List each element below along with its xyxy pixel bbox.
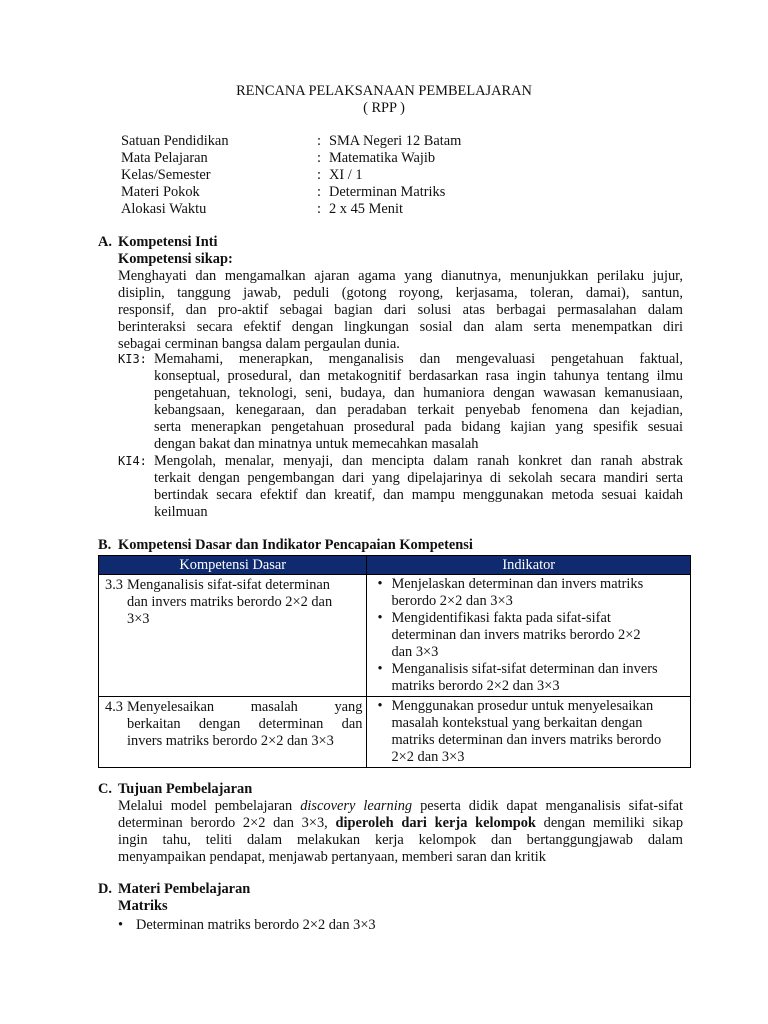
sikap-line: berinteraksi secara efektif dengan lingkungan sosial dan alam serta menempatkan diri	[118, 319, 683, 335]
tujuan-line-4: menyampaikan pendapat, menjawab pertanyaan, memberi saran dan kritik	[118, 849, 546, 865]
indikator-item	[377, 661, 686, 695]
identity-colon: :	[317, 133, 321, 149]
section-b-letter: B.	[98, 537, 112, 553]
kompetensi-table	[98, 555, 691, 768]
materi-item: Determinan matriks berordo 2×2 dan 3×3	[136, 917, 376, 933]
tujuan-line-1	[118, 798, 683, 815]
indikator-line: berordo 2×2 dan 3×3	[391, 593, 513, 609]
bullet-icon: •	[377, 661, 383, 677]
tujuan-emphasis: discovery learning	[300, 798, 413, 814]
kompetensi-sikap-text	[118, 268, 683, 353]
identity-label: Satuan Pendidikan	[121, 133, 229, 149]
indikator-line: dan 3×3	[391, 644, 439, 660]
section-d-letter: D.	[98, 881, 112, 897]
identity-value: Determinan Matriks	[329, 184, 446, 200]
ki3-line: kebangsaan, kenegaraan, dan peradaban terkait penyebab fenomena dan kejadian,	[154, 402, 683, 418]
kd-number: 3.3	[105, 577, 123, 593]
kd-text	[105, 699, 362, 750]
indikator-line: matriks determinan dan invers matriks berordo	[391, 732, 662, 748]
kd-content	[99, 697, 366, 752]
kd-line: dan invers matriks berordo 2×2 dan	[127, 594, 333, 610]
title-line-1: RENCANA PELAKSANAAN PEMBELAJARAN	[236, 83, 532, 99]
tujuan-strong: diperoleh dari kerja kelompok	[335, 815, 536, 831]
title-line-2: ( RPP )	[363, 100, 405, 116]
tujuan-line-2	[118, 815, 683, 832]
tujuan-line-1-b: peserta didik dapat menganalisis sifat-sifat	[412, 798, 683, 814]
identity-label: Materi Pokok	[121, 184, 200, 200]
section-c-title: Tujuan Pembelajaran	[118, 781, 253, 797]
section-d-title: Materi Pembelajaran	[118, 881, 251, 897]
table-row	[99, 697, 691, 768]
identity-value: 2 x 45 Menit	[329, 201, 403, 217]
tujuan-line-2-a: determinan berordo 2×2 dan 3×3,	[118, 815, 336, 831]
indikator-cell	[367, 575, 691, 697]
ki4-code: KI4:	[118, 454, 147, 468]
table-row	[99, 575, 691, 697]
section-a-title: Kompetensi Inti	[118, 234, 218, 250]
materi-subheading: Matriks	[118, 898, 168, 914]
ki3-text	[154, 351, 683, 453]
kd-cell	[99, 697, 367, 768]
ki4-text	[154, 453, 683, 521]
section-c-heading	[98, 781, 252, 798]
document-title	[0, 83, 768, 117]
kd-line: invers matriks berordo 2×2 dan 3×3	[127, 733, 334, 749]
header-indikator: Indikator	[367, 556, 691, 575]
indikator-line: matriks berordo 2×2 dan 3×3	[391, 678, 560, 694]
tujuan-line-3: ingin tahu, teliti dalam melakukan kerja kelompok dan bertanggungjawab dalam	[118, 832, 683, 848]
section-b-heading	[98, 537, 473, 554]
sikap-line: responsif, dan pro-aktif sebagai bagian dari solusi atas berbagai permasalahan dalam	[118, 302, 683, 318]
kd-line: Menyelesaikan masalah yang	[127, 699, 363, 715]
ki4-line: bertindak secara efektif dan kreatif, dan mampu menggunakan metoda sesuai kaidah	[154, 487, 683, 503]
identity-value: XI / 1	[329, 167, 363, 183]
tujuan-line-1-a: Melalui model pembelajaran	[118, 798, 301, 814]
bullet-icon: •	[377, 698, 383, 714]
indikator-list	[367, 697, 690, 767]
indikator-line: Menggunakan prosedur untuk menyelesaikan	[391, 698, 654, 714]
ki3-line: Memahami, menerapkan, menganalisis dan mengevaluasi pengetahuan faktual,	[154, 351, 683, 367]
ki3-code: KI3:	[118, 352, 147, 366]
sikap-line: disiplin, tanggung jawab, peduli (gotong royong, kerjasama, toleran, damai), santun,	[118, 285, 683, 301]
indikator-item	[377, 698, 686, 766]
tujuan-line-2-b: dengan memiliki sikap	[535, 815, 684, 831]
tujuan-text	[118, 798, 683, 866]
ki4-line: Mengolah, menalar, menyaji, dan mencipta dalam ranah konkret dan ranah abstrak	[154, 453, 683, 469]
ki4-line: keilmuan	[154, 504, 208, 520]
identity-label: Mata Pelajaran	[121, 150, 208, 166]
indikator-line: determinan dan invers matriks berordo 2×2	[391, 627, 641, 643]
ki3-line: pengetahuan, teknologi, seni, budaya, dan humaniora dengan wawasan kemanusiaan,	[154, 385, 683, 401]
identity-colon: :	[317, 167, 321, 183]
section-c-letter: C.	[98, 781, 112, 797]
section-b-title: Kompetensi Dasar dan Indikator Pencapaian Kompetensi	[118, 537, 473, 553]
indikator-item	[377, 610, 686, 661]
ki4-line: terkait dengan pengembangan dari yang dipelajarinya di sekolah secara mandiri serta	[154, 470, 683, 486]
sikap-line: Menghayati dan mengamalkan ajaran agama yang dianutnya, menunjukkan perilaku jujur,	[118, 268, 683, 284]
table-header-row	[99, 556, 691, 575]
kd-cell	[99, 575, 367, 697]
indikator-line: Menganalisis sifat-sifat determinan dan invers	[391, 661, 658, 677]
indikator-line: masalah kontekstual yang berkaitan dengan	[391, 715, 643, 731]
kd-line: Menganalisis sifat-sifat determinan	[127, 577, 331, 593]
identity-value: SMA Negeri 12 Batam	[329, 133, 462, 149]
indikator-item	[377, 576, 686, 610]
sikap-line: sebagai cerminan bangsa dalam pergaulan dunia.	[118, 336, 400, 352]
bullet-icon: •	[118, 917, 124, 933]
section-a-letter: A.	[98, 234, 112, 250]
kompetensi-sikap-heading: Kompetensi sikap:	[118, 251, 233, 267]
indikator-line: Menjelaskan determinan dan invers matriks	[391, 576, 644, 592]
header-kompetensi-dasar: Kompetensi Dasar	[99, 556, 367, 575]
list-item	[118, 917, 376, 934]
identity-label: Alokasi Waktu	[121, 201, 207, 217]
bullet-icon: •	[377, 610, 383, 626]
kd-number: 4.3	[105, 699, 123, 715]
kd-content	[99, 575, 366, 630]
bullet-icon: •	[377, 576, 383, 592]
section-a-heading	[98, 234, 218, 251]
ki3-line: dengan bakat dan minatnya untuk memecahkan masalah	[154, 436, 479, 452]
identity-label: Kelas/Semester	[121, 167, 211, 183]
indikator-list	[367, 575, 690, 696]
kd-text	[105, 577, 362, 628]
identity-colon: :	[317, 150, 321, 166]
indikator-line: 2×2 dan 3×3	[391, 749, 465, 765]
identity-colon: :	[317, 201, 321, 217]
indikator-line: Mengidentifikasi fakta pada sifat-sifat	[391, 610, 611, 626]
kd-line: berkaitan dengan determinan dan	[127, 716, 363, 732]
section-d-heading	[98, 881, 250, 898]
kd-line: 3×3	[127, 611, 150, 627]
ki3-line: konseptual, prosedural, dan metakognitif berdasarkan rasa ingin tahunya tentang ilmu	[154, 368, 683, 384]
ki3-line: serta menerapkan pengetahuan prosedural pada bidang kajian yang spesifik sesuai	[154, 419, 683, 435]
identity-value: Matematika Wajib	[329, 150, 436, 166]
identity-colon: :	[317, 184, 321, 200]
indikator-cell	[367, 697, 691, 768]
